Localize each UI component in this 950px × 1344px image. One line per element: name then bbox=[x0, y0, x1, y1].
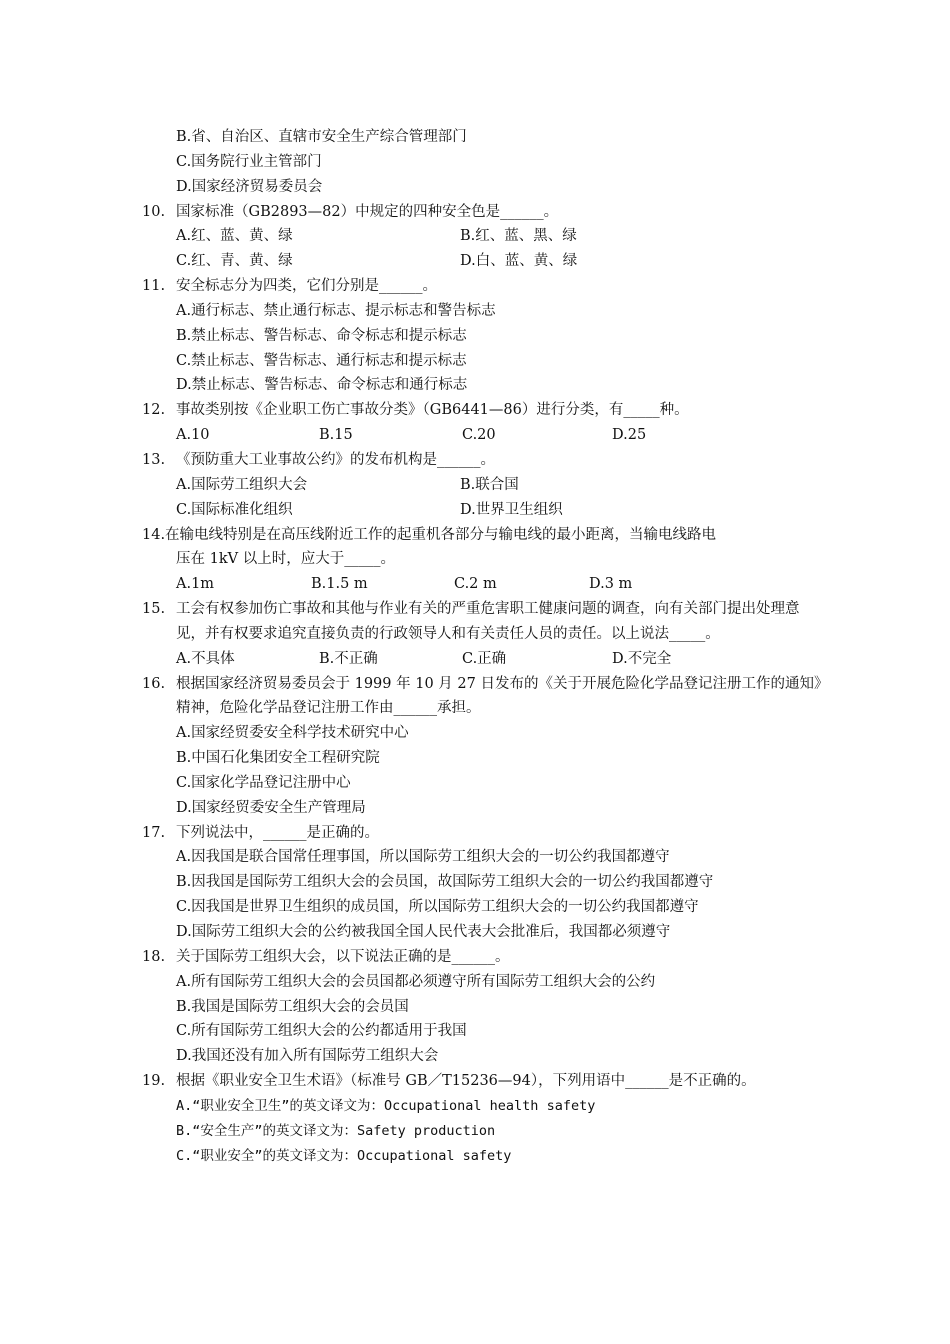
question-list bbox=[142, 125, 822, 1168]
question-number: 16. bbox=[142, 675, 166, 692]
q10-option-c: C.红、青、黄、绿 bbox=[176, 253, 293, 270]
question-12 bbox=[142, 398, 822, 423]
question-15 bbox=[142, 597, 822, 647]
q10-options-row-2 bbox=[142, 249, 822, 274]
q14-option-c: C.2 m bbox=[454, 576, 497, 593]
q14-option-a: A.1m bbox=[176, 576, 215, 593]
q9-option-d: D.国家经济贸易委员会 bbox=[176, 178, 323, 195]
question-text: 工会有权参加伤亡事故和其他与作业有关的严重危害职工健康问题的调查，向有关部门提出处理意见，并有权要求追究直接负责的行政领导人和有关责任人员的责任。以上说法_____。 bbox=[176, 601, 800, 642]
q17-option-a: A.因我国是联合国常任理事国，所以国际劳工组织大会的一切公约我国都遵守 bbox=[176, 849, 670, 866]
q17-option-b: B.因我国是国际劳工组织大会的会员国，故国际劳工组织大会的一切公约我国都遵守 bbox=[176, 874, 714, 891]
question-text: 下列说法中，______是正确的。 bbox=[176, 824, 379, 841]
question-number: 19. bbox=[142, 1073, 166, 1090]
q15-option-a: A.不具体 bbox=[176, 650, 235, 667]
question-number: 10. bbox=[142, 203, 166, 220]
q10-option-d: D.白、蓝、黄、绿 bbox=[460, 253, 578, 270]
question-text: 安全标志分为四类，它们分别是______。 bbox=[176, 278, 437, 295]
q9-option-b: B.省、自治区、直辖市安全生产综合管理部门 bbox=[176, 129, 467, 145]
question-14-line-2: 压在 1kV 以上时，应大于_____。 bbox=[176, 551, 395, 568]
question-number: 17. bbox=[142, 824, 166, 841]
question-text: 根据《职业安全卫生术语》（标准号 GB／T15236—94），下列用语中______是不正确的。 bbox=[176, 1073, 756, 1090]
question-number: 15. bbox=[142, 601, 166, 618]
question-19 bbox=[142, 1069, 822, 1094]
question-number: 11. bbox=[142, 278, 166, 295]
question-13 bbox=[142, 448, 822, 473]
question-18 bbox=[142, 945, 822, 970]
q13-options-row-1 bbox=[142, 473, 822, 498]
q18-option-d: D.我国还没有加入所有国际劳工组织大会 bbox=[176, 1048, 439, 1065]
q16-option-c: C.国家化学品登记注册中心 bbox=[176, 774, 351, 791]
q11-option-c: C.禁止标志、警告标志、通行标志和提示标志 bbox=[176, 352, 467, 369]
question-16 bbox=[142, 672, 822, 722]
q15-option-c: C.正确 bbox=[462, 650, 507, 667]
q12-option-a: A.10 bbox=[176, 427, 210, 444]
q10-options-row-1 bbox=[142, 224, 822, 249]
q9-option-c: C.国务院行业主管部门 bbox=[176, 153, 322, 170]
question-text: 《预防重大工业事故公约》的发布机构是______。 bbox=[176, 451, 495, 468]
question-text: 事故类别按《企业职工伤亡事故分类》（GB6441—86）进行分类，有_____种。 bbox=[176, 402, 689, 419]
q18-option-b: B.我国是国际劳工组织大会的会员国 bbox=[176, 998, 409, 1015]
q12-option-c: C.20 bbox=[462, 427, 496, 444]
q10-option-a: A.红、蓝、黄、绿 bbox=[176, 228, 293, 245]
q18-option-a: A.所有国际劳工组织大会的会员国都必须遵守所有国际劳工组织大会的公约 bbox=[176, 973, 656, 990]
q13-option-b: B.联合国 bbox=[460, 476, 519, 493]
q15-options bbox=[142, 647, 822, 672]
q13-option-d: D.世界卫生组织 bbox=[460, 501, 563, 518]
q16-option-b: B.中国石化集团安全工程研究院 bbox=[176, 750, 380, 767]
q19-option-b: B.“安全生产”的英文译文为：Safety production bbox=[176, 1122, 496, 1139]
q12-option-b: B.15 bbox=[319, 427, 353, 444]
q11-option-a: A.通行标志、禁止通行标志、提示标志和警告标志 bbox=[176, 302, 496, 319]
q19-option-c: C.“职业安全”的英文译文为：Occupational safety bbox=[176, 1147, 512, 1164]
question-number: 13. bbox=[142, 451, 166, 468]
q19-option-a: A.“职业安全卫生”的英文译文为：Occupational health safety bbox=[176, 1097, 596, 1114]
q16-option-a: A.国家经贸委安全科学技术研究中心 bbox=[176, 725, 409, 742]
question-text: 国家标准（GB2893—82）中规定的四种安全色是______。 bbox=[176, 203, 559, 220]
question-text: 关于国际劳工组织大会，以下说法正确的是______。 bbox=[176, 948, 510, 965]
q15-option-b: B.不正确 bbox=[319, 650, 378, 667]
q14-option-b: B.1.5 m bbox=[311, 576, 368, 593]
q11-option-d: D.禁止标志、警告标志、命令标志和通行标志 bbox=[176, 377, 468, 394]
question-14-line-1: 14.在输电线特别是在高压线附近工作的起重机各部分与输电线的最小距离，当输电线路电 bbox=[142, 526, 717, 543]
q18-option-c: C.所有国际劳工组织大会的公约都适用于我国 bbox=[176, 1023, 467, 1040]
q14-option-d: D.3 m bbox=[589, 576, 633, 593]
q17-option-c: C.因我国是世界卫生组织的成员国，所以国际劳工组织大会的一切公约我国都遵守 bbox=[176, 899, 699, 916]
question-number: 12. bbox=[142, 402, 166, 419]
q13-option-a: A.国际劳工组织大会 bbox=[176, 476, 308, 493]
question-11 bbox=[142, 274, 822, 299]
q12-option-d: D.25 bbox=[612, 427, 647, 444]
q13-options-row-2 bbox=[142, 498, 822, 523]
q13-option-c: C.国际标准化组织 bbox=[176, 501, 293, 518]
question-text: 根据国家经济贸易委员会于 1999 年 10 月 27 日发布的《关于开展危险化学品登记注册工作的通知》精神，危险化学品登记注册工作由______承担。 bbox=[176, 675, 822, 717]
q14-options bbox=[142, 572, 822, 597]
q16-option-d: D.国家经贸委安全生产管理局 bbox=[176, 799, 366, 816]
q15-option-d: D.不完全 bbox=[612, 650, 672, 667]
q12-options bbox=[142, 423, 822, 448]
q11-option-b: B.禁止标志、警告标志、命令标志和提示标志 bbox=[176, 327, 467, 344]
question-10 bbox=[142, 200, 822, 225]
question-number: 18. bbox=[142, 948, 166, 965]
question-17 bbox=[142, 821, 822, 846]
q17-option-d: D.国际劳工组织大会的公约被我国全国人民代表大会批准后，我国都必须遵守 bbox=[176, 924, 671, 940]
q10-option-b: B.红、蓝、黑、绿 bbox=[460, 228, 577, 245]
